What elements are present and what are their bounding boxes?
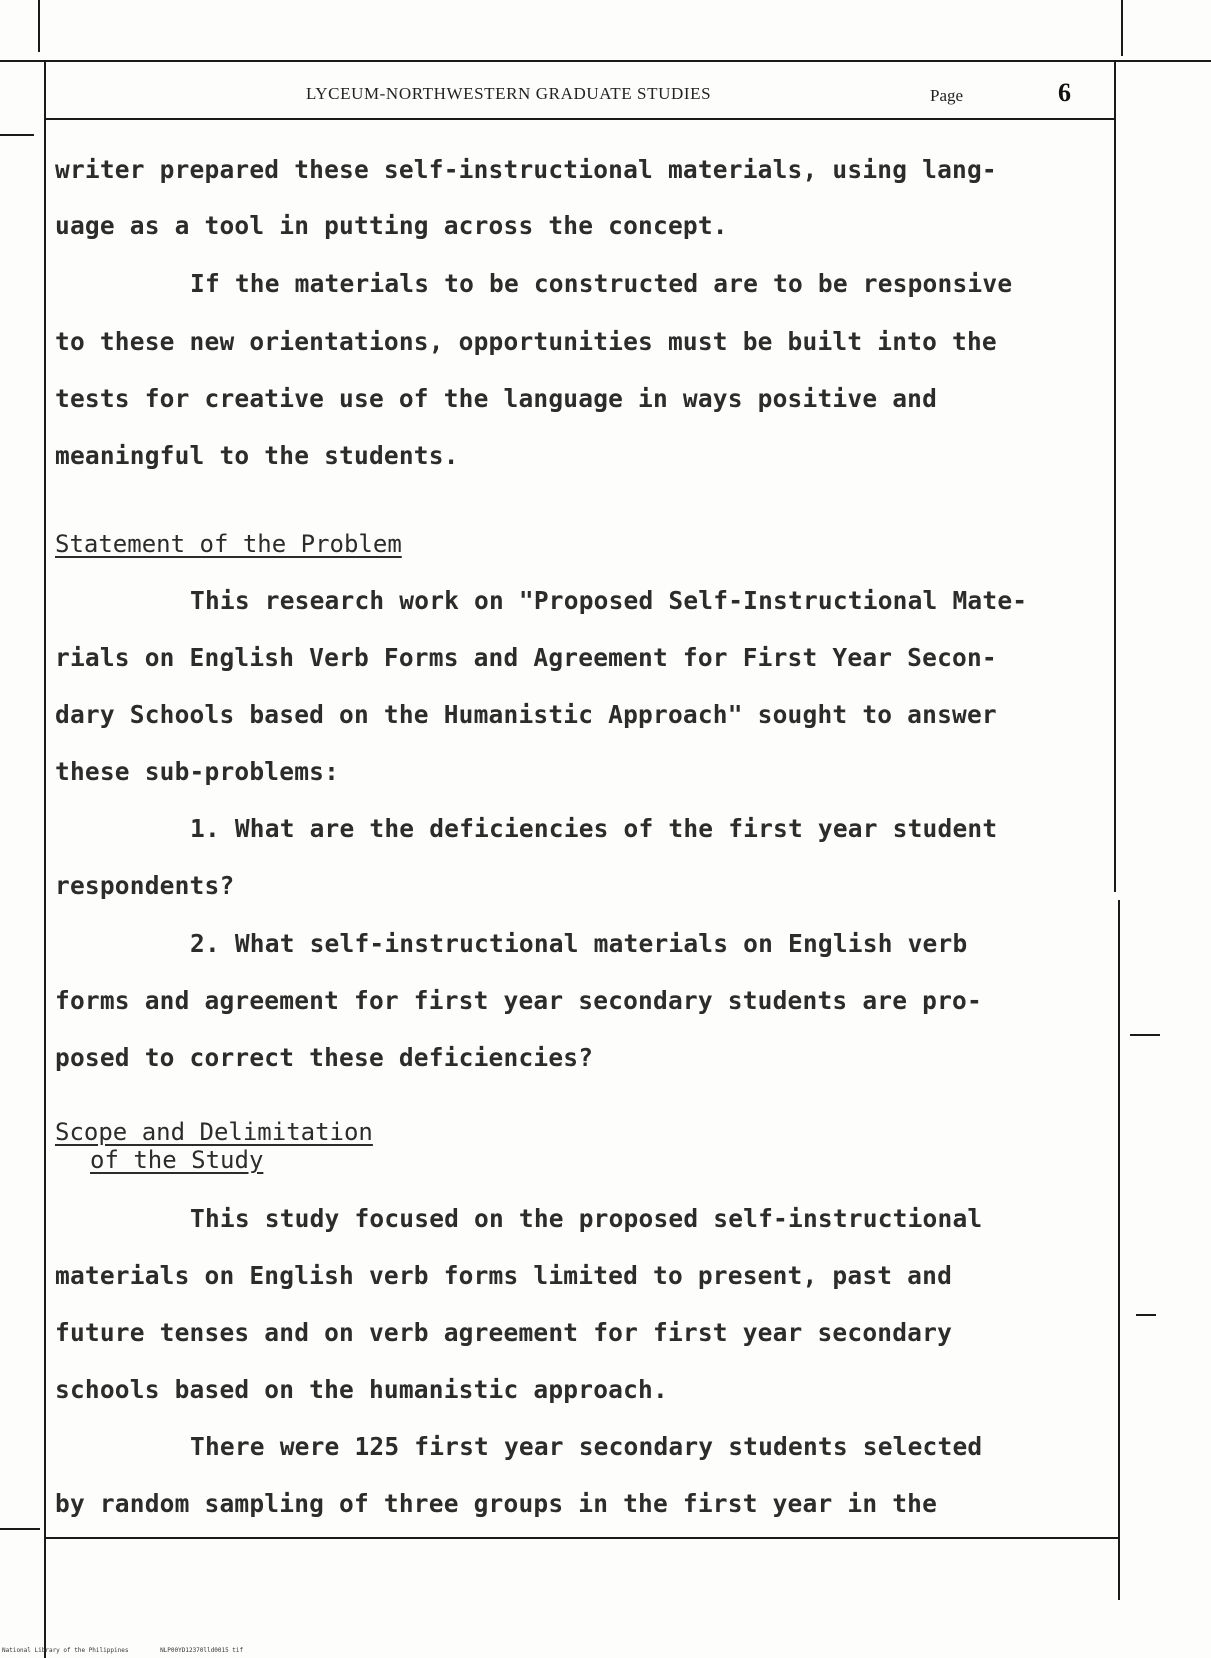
body-line: these sub-problems: — [55, 757, 340, 786]
right-edge-line — [1121, 0, 1123, 56]
body-line: by random sampling of three groups in the first year in the — [55, 1489, 938, 1518]
body-line: rials on English Verb Forms and Agreement for First Year Secon- — [55, 643, 997, 672]
left-margin-line — [44, 62, 46, 1658]
numbered-item-line: 2. What self-instructional materials on English verb — [190, 929, 968, 958]
left-edge-line — [38, 0, 40, 52]
body-line: This study focused on the proposed self-instructional — [190, 1204, 983, 1233]
body-line: tests for creative use of the language in ways positive and — [55, 384, 938, 413]
right-tick-mark — [1136, 1314, 1156, 1316]
body-line: writer prepared these self-instructional materials, using lang- — [55, 155, 997, 184]
right-margin-line-lower — [1118, 900, 1120, 1600]
numbered-item-line: respondents? — [55, 871, 235, 900]
body-line: future tenses and on verb agreement for first year secondary — [55, 1318, 953, 1347]
body-line: This research work on "Proposed Self-Instructional Mate- — [190, 586, 1028, 615]
body-line: There were 125 first year secondary students selected — [190, 1432, 983, 1461]
numbered-item-line: 1. What are the deficiencies of the first year student — [190, 814, 998, 843]
numbered-item-line: forms and agreement for first year secondary students are pro- — [55, 986, 982, 1015]
body-line: meaningful to the students. — [55, 441, 459, 470]
body-line: schools based on the humanistic approach. — [55, 1375, 668, 1404]
numbered-item-line: posed to correct these deficiencies? — [55, 1043, 594, 1072]
left-tick-mark — [0, 1528, 40, 1530]
page-number: 6 — [1058, 78, 1071, 107]
section-heading-statement-of-problem: Statement of the Problem — [55, 530, 402, 558]
body-line: materials on English verb forms limited to present, past and — [55, 1261, 953, 1290]
body-line: uage as a tool in putting across the concept. — [55, 211, 728, 240]
page-label: Page — [930, 86, 964, 105]
footer-library: National Library of the Philippines — [2, 1647, 129, 1654]
right-margin-line — [1114, 62, 1116, 892]
body-line: to these new orientations, opportunities must be built into the — [55, 327, 997, 356]
header-underline — [44, 118, 1114, 120]
bottom-rule — [44, 1537, 1120, 1539]
section-heading-scope-line2: of the Study — [90, 1146, 264, 1174]
top-border-line — [0, 60, 1211, 62]
body-line: If the materials to be constructed are to be responsive — [190, 269, 1013, 298]
body-line: dary Schools based on the Humanistic Approach" sought to answer — [55, 700, 997, 729]
running-header-title: LYCEUM-NORTHWESTERN GRADUATE STUDIES — [306, 84, 712, 103]
scan-footer — [2, 1647, 271, 1654]
right-tick-mark — [1130, 1034, 1160, 1036]
left-tick-mark — [0, 134, 34, 136]
section-heading-scope-line1: Scope and Delimitation — [55, 1118, 373, 1146]
footer-file-id: NLP00YD12370lld0015 tif — [160, 1647, 244, 1654]
